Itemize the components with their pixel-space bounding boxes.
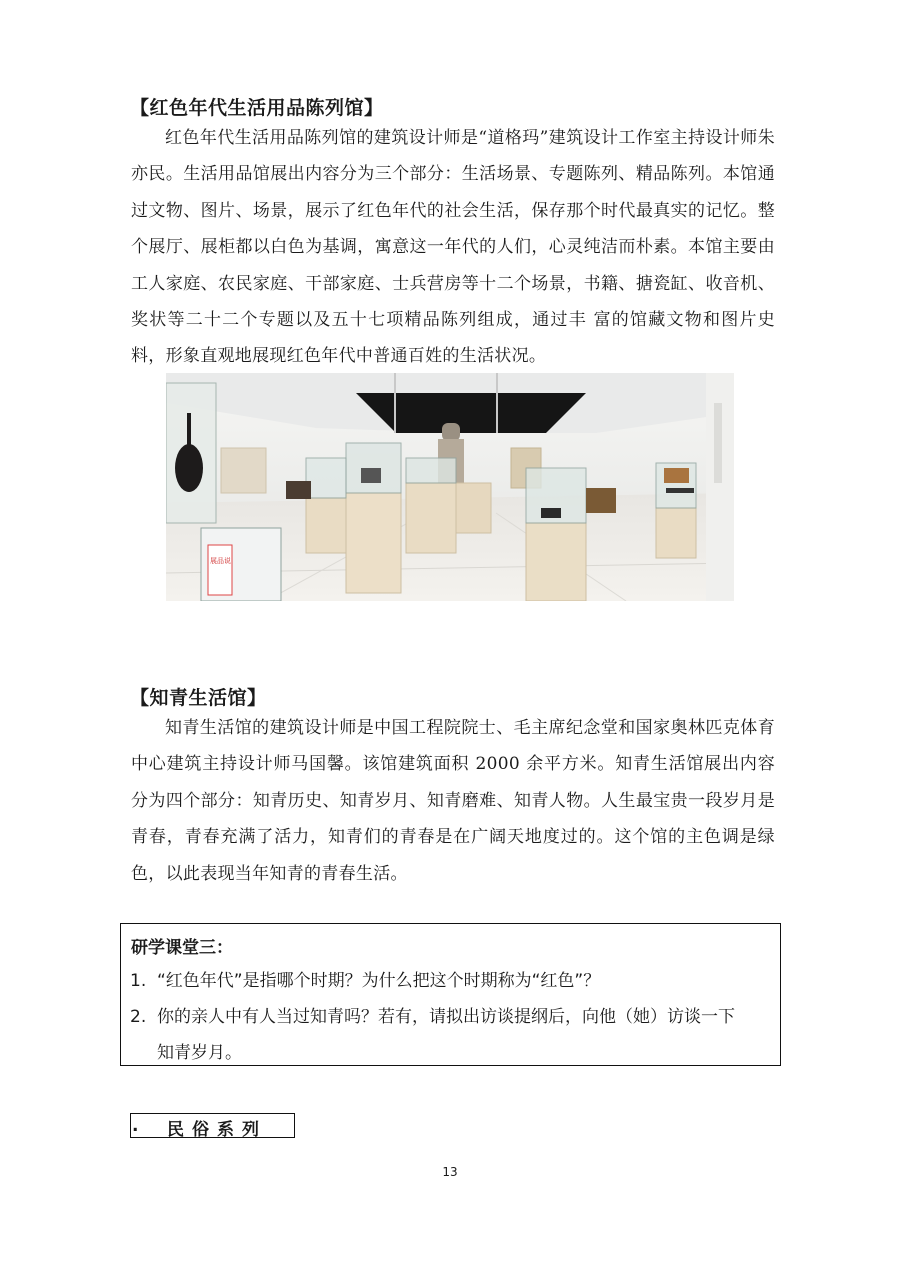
question-2-text: 你的亲人中有人当过知青吗？若有，请拟出访谈提纲后，向他（她）访谈一下 bbox=[157, 1007, 735, 1027]
paragraph-red-era: 红色年代生活用品陈列馆的建筑设计师是“道格玛”建筑设计工作室主持设计师朱亦民。生活用品馆展出内容分为三个部分：生活场景、专题陈列、精品陈列。本馆通过文物、图片、场景，展示了红色年代的社会生活，保存那个时代最真实的记忆。整个展厅、展柜都以白色为基调，寓意这一年代的人们，心灵纯洁而朴素。本馆主要由工人家庭、农民家庭、干部家庭、士兵营房等十二个场景，书籍、搪瓷缸、收音机、奖状等二十二个专题以及五十七项精品陈列组成，通过丰 富的馆藏文物和图片史料，形象直观地展现红色年代中普通百姓的生活状况。 bbox=[131, 128, 775, 367]
question-2-number: 2. bbox=[130, 1007, 147, 1027]
page-number: 13 bbox=[442, 1165, 458, 1179]
question-2-continuation: 知青岁月。 bbox=[157, 1043, 242, 1063]
question-1-text: “红色年代”是指哪个时期？为什么把这个时期称为“红色”？ bbox=[157, 971, 601, 991]
study-title: 研学课堂三： bbox=[131, 938, 233, 958]
section-heading-educated-youth: 【知青生活馆】 bbox=[130, 687, 267, 709]
paragraph-educated-youth: 知青生活馆的建筑设计师是中国工程院院士、毛主席纪念堂和国家奥林匹克体育中心建筑主持设计师马国馨。该馆建筑面积 2000 余平方米。知青生活馆展出内容分为四个部分：知青历史、知青岁月、知青磨难、知青人物。人生最宝贵一段岁月是青春，青春充满了活力，知青们的青春是在广阔天地度过的。这个馆的主色调是绿色，以此表现当年知青的青春生活。 bbox=[131, 718, 775, 884]
exhibition-hall-photo bbox=[166, 373, 734, 601]
section-heading-red-era: 【红色年代生活用品陈列馆】 bbox=[130, 97, 384, 119]
question-1 bbox=[130, 966, 600, 991]
question-2 bbox=[130, 1002, 735, 1027]
series-label: 民俗系列 bbox=[167, 1120, 267, 1140]
study-classroom-box bbox=[120, 923, 781, 1066]
question-1-number: 1. bbox=[130, 971, 147, 991]
series-dot: . bbox=[132, 1116, 139, 1136]
photo-sign-text: 展品说 bbox=[210, 557, 231, 565]
folk-series-heading bbox=[130, 1113, 295, 1138]
